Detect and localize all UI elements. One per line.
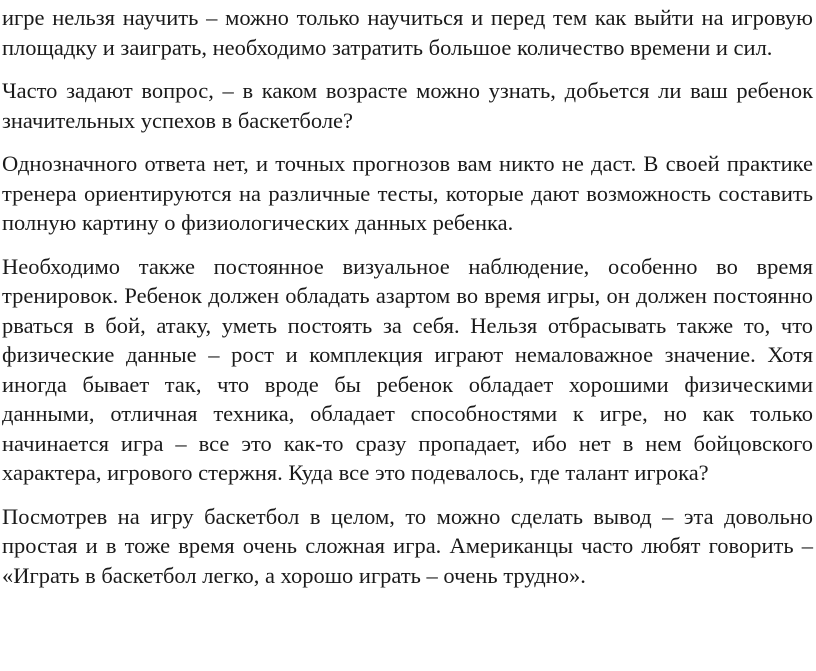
paragraph-5: Посмотрев на игру баскетбол в целом, то можно сделать вывод – эта довольно простая и в тоже время очень сложная игра. Американцы часто любят говорить – «Играть в баскетбол легко, а хорошо играть – очень трудно».: [2, 503, 813, 588]
paragraph-1: игре нельзя научить – можно только научиться и перед тем как выйти на игровую площадку и заиграть, необходимо затратить большое количество времени и сил.: [2, 5, 813, 60]
paragraph-2: Часто задают вопрос, – в каком возрасте можно узнать, добьется ли ваш ребенок значительных успехов в баскетболе?: [2, 78, 813, 133]
paragraph-4: Необходимо также постоянное визуальное наблюдение, особенно во время тренировок. Ребенок должен обладать азартом во время игры, он должен постоянно рваться в бой, атаку, уметь постоять за себя. Нельзя отбрасывать также то, что физические данные – рост и комплекция играют немаловажное значение. Хотя иногда бывает так, что вроде бы ребенок обладает хорошими физическими данными, отличная техника, обладает способностями к игре, но как только начинается игра – все это как-то сразу пропадает, ибо нет в нем бойцовского характера, игрового стержня. Куда все это подевалось, где талант игрока?: [2, 253, 813, 485]
paragraph-3: Однозначного ответа нет, и точных прогнозов вам никто не даст. В своей практике тренера ориентируются на различные тесты, которые дают возможность составить полную картину о физиологических данных ребенка.: [2, 151, 813, 235]
